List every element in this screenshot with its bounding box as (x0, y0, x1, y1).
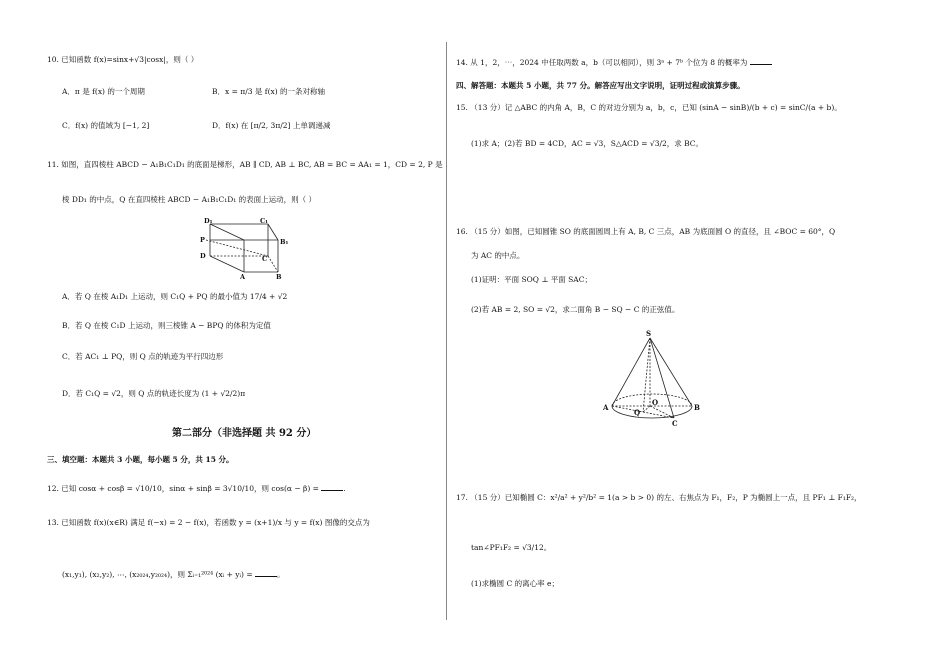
q16-part1: (1)证明：平面 SOQ ⊥ 平面 SAC； (471, 275, 592, 284)
q11-option-d: D．若 C₁Q = √2，则 Q 点的轨迹长度为 (1 + √2/2)π (62, 389, 246, 398)
fig-label-c: C (262, 255, 268, 263)
fig-label-b1: B₁ (280, 238, 289, 246)
fig-label-p: P (200, 236, 205, 244)
cone-label-a: A (603, 403, 609, 412)
q17-stem-line1: 17. （15 分）已知椭圆 C：x²/a² + y²/b² = 1(a > b > 0) 的左、右焦点为 F₁，F₂，P 为椭圆上一点，且 PF₁ ⊥ F₁F₂， (456, 493, 862, 502)
fig-label-c1: C₁ (260, 217, 269, 225)
cone-label-b: B (694, 403, 700, 412)
q15-stem: 15. （13 分）记 △ABC 的内角 A，B，C 的对边分别为 a，b，c，已知 (sinA − sinB)/(b + c) = sinC/(a + b)。 (456, 103, 842, 112)
cone-label-o: O (652, 398, 659, 407)
q11-stem-line1: 11. 如图，直四棱柱 ABCD − A₁B₁C₁D₁ 的底面是梯形，AB ∥ CD, AB ⊥ BC, AB = BC = AA₁ = 1，CD = 2, P 是 (47, 160, 443, 169)
q11-option-c: C．若 AC₁ ⊥ PQ，则 Q 点的轨迹为平行四边形 (62, 352, 224, 361)
cone-figure (600, 328, 710, 428)
q14-stem: 14. 从 1，2，⋯，2024 中任取两数 a，b（可以相同），则 3ᵃ + 7ᵇ 个位为 8 的概率为 (456, 56, 772, 67)
fig-label-d: D (200, 252, 206, 260)
prism-figure (196, 214, 292, 280)
column-divider (446, 42, 447, 620)
q13-stem-line1: 13. 已知函数 f(x)(x∈R) 满足 f(−x) = 2 − f(x)，若函数 y = (x+1)/x 与 y = f(x) 图像的交点为 (47, 518, 370, 527)
q10-option-b: B．x = π/3 是 f(x) 的一条对称轴 (212, 87, 326, 96)
q13-stem-line2: (x₁,y₁), (x₂,y₂), ⋯, (x₂₀₂₄,y₂₀₂₄)，则 Σᵢ₌₁²⁰²⁴ (xᵢ + yᵢ) = 。 (62, 570, 285, 579)
part2-title: 第二部分（非选择题 共 92 分） (172, 428, 317, 439)
cone-label-q: Q (634, 408, 641, 417)
q10-stem: 10. 已知函数 f(x)=sinx+√3|cosx|，则（ ） (47, 55, 199, 64)
section3-heading: 三、填空题：本题共 3 小题，每小题 5 分，共 15 分。 (47, 455, 234, 464)
fig-label-d1: D₁ (204, 217, 213, 225)
section4-heading: 四、解答题：本题共 5 小题，共 77 分。解答应写出文字说明，证明过程或演算步骤。 (456, 81, 745, 90)
fig-label-b: B (276, 273, 282, 280)
q12-stem: 12. 已知 cosα + cosβ = √10/10，sinα + sinβ = 3√10/10，则 cos(α − β) = . (47, 484, 346, 493)
q11-option-b: B．若 Q 在棱 C₁D 上运动，则三棱锥 A − BPQ 的体积为定值 (62, 321, 271, 330)
q17-stem-line2: tan∠PF₁F₂ = √3/12。 (471, 543, 552, 552)
q11-option-a: A．若 Q 在棱 A₁D₁ 上运动，则 C₁Q + PQ 的最小值为 17/4 + √2 (62, 292, 288, 301)
q10-option-a: A．π 是 f(x) 的一个周期 (62, 87, 145, 96)
q15-parts: (1)求 A；(2)若 BD = 4CD，AC = √3，S△ACD = √3/2，求 BC。 (471, 139, 704, 148)
q16-part2: (2)若 AB = 2, SO = √2，求二面角 B − SQ − C 的正弦值。 (471, 305, 680, 314)
q10-option-d: D．f(x) 在 [π/2, 3π/2] 上单调递减 (212, 121, 331, 130)
q16-stem-line2: 为 AC 的中点。 (471, 251, 525, 260)
q11-stem-line2: 棱 DD₁ 的中点，Q 在直四棱柱 ABCD − A₁B₁C₁D₁ 的表面上运动，则（ ） (62, 195, 317, 204)
q17-part1: (1)求椭圆 C 的离心率 e； (471, 579, 559, 588)
cone-label-s: S (646, 329, 652, 338)
q16-stem-line1: 16. （15 分）如图，已知圆锥 SO 的底面圆周上有 A, B, C 三点，AB 为底面圆 O 的直径，且 ∠BOC = 60°，Q (456, 227, 836, 236)
cone-label-c: C (672, 419, 678, 428)
q10-option-c: C．f(x) 的值域为 [−1, 2] (62, 121, 150, 130)
fig-label-a: A (240, 273, 246, 280)
